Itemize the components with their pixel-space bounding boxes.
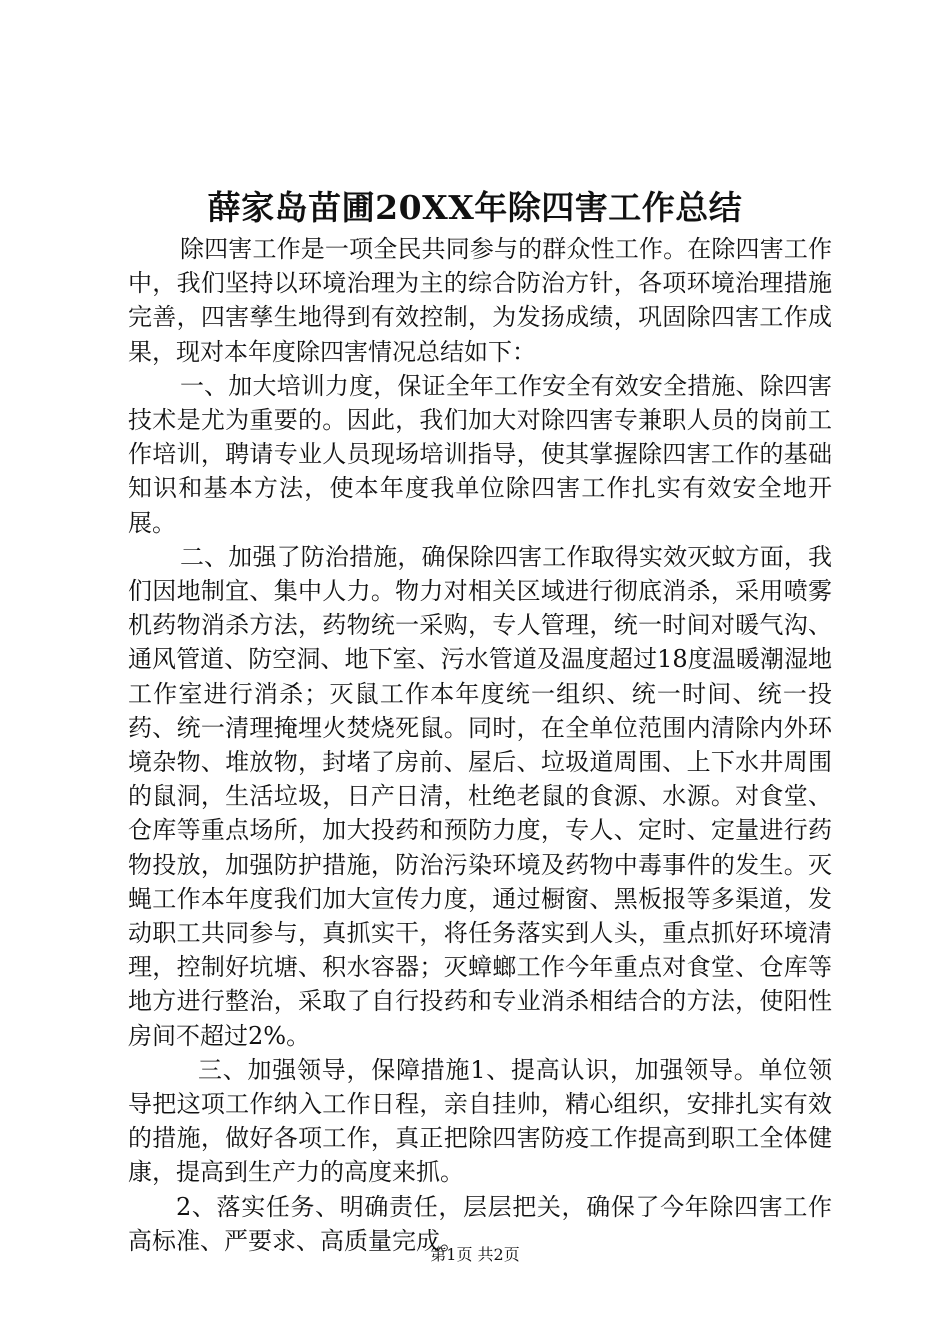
document-title: 薛家岛苗圃20XX年除四害工作总结 [207,188,743,227]
paragraph-measures: 二、加强了防治措施，确保除四害工作取得实效灭蚊方面，我们因地制宜、集中人力。物力对相关区域进行彻底消杀，采用喷雾机药物消杀方法，药物统一采购，专人管理，统一时间对暖气沟、通风管道、防空洞、地下室、污水管道及温度超过18度温暖潮湿地工作室进行消杀；灭鼠工作本年度统一组织、统一时间、统一投药、统一清理掩埋火焚烧死鼠。同时，在全单位范围内清除内外环境杂物、堆放物，封堵了房前、屋后、垃圾道周围、上下水井周围的鼠洞，生活垃圾，日产日清，杜绝老鼠的食源、水源。对食堂、仓库等重点场所，加大投药和预防力度，专人、定时、定量进行药物投放，加强防护措施，防治污染环境及药物中毒事件的发生。灭蝇工作本年度我们加大宣传力度，通过橱窗、黑板报等多渠道，发动职工共同参与，真抓实干，将任务落实到人头，重点抓好环境清理，控制好坑塘、积水容器；灭蟑螂工作今年重点对食堂、仓库等地方进行整治，采取了自行投药和专业消杀相结合的方法，使阳性房间不超过2%。 [128,542,832,1050]
paragraph-training: 一、加大培训力度，保证全年工作安全有效安全措施、除四害技术是尤为重要的。因此，我们加大对除四害专兼职人员的岗前工作培训，聘请专业人员现场培训指导，使其掌握除四害工作的基础知识和基本方法，使本年度我单位除四害工作扎实有效安全地开展。 [128,371,832,537]
page-footer: 第1页 共2页 [430,1245,520,1264]
paragraph-responsibility: 2、落实任务、明确责任，层层把关，确保了今年除四害工作高标准、严要求、高质量完成。 [128,1192,832,1255]
paragraph-leadership: 三、加强领导，保障措施1、提高认识，加强领导。单位领导把这项工作纳入工作日程，亲自挂帅，精心组织，安排扎实有效的措施，做好各项工作，真正把除四害防疫工作提高到职工全体健康，提高到生产力的高度来抓。 [128,1055,832,1187]
document-body [128,232,832,1258]
paragraph-intro: 除四害工作是一项全民共同参与的群众性工作。在除四害工作中，我们坚持以环境治理为主的综合防治方针，各项环境治理措施完善，四害孳生地得到有效控制，为发扬成绩，巩固除四害工作成果，现对本年度除四害情况总结如下： [128,235,832,366]
